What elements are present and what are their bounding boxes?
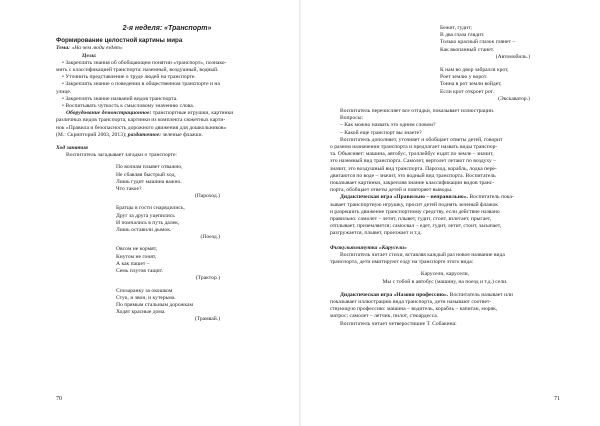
game-text: показывает иллюстрацию вида транспорта, дети называют соответ- [330, 298, 492, 305]
goal-item: • Закреплять знания об обобщающем понятии «транспорт», познако- [62, 59, 227, 66]
goal-item: • Уточнить представление о труде людей на транспорте. [62, 74, 196, 81]
paragraph-line: порта, обобщает ответы детей и повторяет выводы. [330, 187, 453, 194]
riddle-answer: (Трактор.) [195, 275, 220, 282]
game-title: Дидактическая игра «Назови профессию». [340, 291, 449, 298]
equipment-line [56, 110, 278, 117]
goal-item: • Воспитывать чуткость к смысловому значению слова. [62, 103, 195, 110]
riddle-line: По волнам плывет отважно, [116, 164, 183, 171]
riddle-line: Стук, и звон, и кутерьма. [116, 294, 176, 301]
game-text: ствующую профессию: машина – водитель, корабль – капитан, моряк, [330, 306, 498, 313]
paragraph-line: транспорта, дети имитируют езду на транспорте этого вида: [330, 259, 474, 266]
riddle-line: Не сбавляя быстрый ход, [116, 171, 176, 178]
riddle-line: К нам во двор забрался крот, [440, 67, 509, 74]
game-line [330, 194, 560, 201]
goal-item: • Закреплять знание названий видов транспорта. [62, 95, 178, 102]
riddle-line: Как вкопанный станет. [440, 46, 495, 53]
riddle-line: Лишь оставили дымок. [116, 227, 172, 234]
physminute-title: Физкультминутка «Карусели» [330, 244, 407, 251]
goals-list [56, 60, 278, 110]
equipment-text: нок «Правила и безопасность дорожного движения для дошкольников» [56, 124, 227, 131]
riddle-answer: (Трамвай.) [194, 316, 220, 323]
theme-line [56, 45, 278, 52]
paragraph: Воспитатель перечисляет все отгадки, показывает иллюстрации. [340, 108, 495, 115]
course-title: Ход занятия [56, 145, 88, 152]
question-item: – Какой еще транспорт вы знаете? [340, 129, 422, 136]
week-heading: 2-я неделя: «Транспорт» [122, 25, 212, 32]
game-text: матрос; самолет – летчик, пилот, стюардесса. [330, 313, 439, 320]
game-text: зывает транспортную игрушку, просит детей поднять зеленый флажок [330, 201, 498, 208]
riddle [440, 67, 560, 103]
paragraph-line: двигаются по воде – значит, это водный вид транспорта. Воспитатель [330, 172, 496, 179]
theme-label: Тема: [56, 45, 71, 52]
riddle-line: Лишь гудит машина важно. [116, 178, 182, 185]
riddle [440, 25, 560, 61]
right-page [300, 0, 600, 426]
riddle-line: Если крот откроет рот. [440, 88, 494, 95]
goal-item: мить с классификацией транспорта: наземный, воздушный, водный. [56, 67, 219, 74]
questions-label: Вопросы: [340, 115, 364, 122]
equipment-text: различных видов транспорта, картинки из комплекта сюжетных карти- [56, 117, 226, 124]
equipment-label: Оборудование демонстрационное: [66, 110, 152, 117]
game-text: Воспитатель называет или [449, 291, 513, 298]
game-text: разгружается, плывет, проезжает и т.д. [330, 230, 422, 237]
section-title: Формирование целостной картины мира [56, 37, 183, 45]
game-text: Воспитатель пока- [469, 194, 514, 201]
page-number: 70 [56, 395, 62, 402]
riddle-line: Друг за друга уцепились [116, 212, 175, 219]
poem-line: Мы с тобой в автобус (машину, на поезд и т.д.) сели. [382, 278, 508, 285]
riddle-line: Только красный глазок глянет – [440, 39, 516, 46]
question-item: – Как можно назвать это одним словом? [340, 122, 436, 129]
riddle-answer: (Экскаватор.) [498, 95, 530, 102]
riddle [116, 246, 278, 282]
riddle-answer: (Автомобиль.) [495, 53, 530, 60]
paragraph-line: это наземный вид транспорта. Самолет, вертолет летают по воздуху – [330, 158, 497, 165]
intro-text: Воспитатель загадывает загадки о транспорте: [66, 152, 177, 159]
riddle [116, 164, 278, 200]
poem-line: Карусели, карусели, [420, 271, 470, 278]
riddle-line: Кнутом не гонят, [116, 253, 157, 260]
riddle-line: Семь плугов тащит. [116, 268, 164, 275]
riddle-line: Ходят красные дома. [116, 309, 166, 316]
riddle-line: Бежит, гудит; [440, 25, 472, 31]
riddle-line: Братцы в гости снарядились, [116, 205, 185, 212]
riddle-line: Что такое? [116, 186, 142, 193]
paragraph-line: Воспитатель дополняет, уточняет и обобщает ответы детей, говорит [340, 136, 503, 143]
paragraph-line: значит, это воздушный вид транспорта. Пароход, корабль, лодка пере- [330, 165, 497, 172]
goal-item: улице. [56, 88, 72, 95]
riddle-line: По прямым стальным дорожкам [116, 301, 194, 308]
theme-value: «На чем люди ездят» [71, 45, 123, 52]
equipment-line [56, 132, 278, 139]
carousel-poem [330, 271, 560, 285]
riddle-line: Овсом не кормят, [116, 246, 158, 253]
paragraph-line: Воспитатель читает стихи, вставляя каждый раз новое название вида [340, 251, 505, 258]
paragraph-line: о разном назначении транспорта и предлагает назвать виды транспор- [330, 144, 498, 151]
equipment-text: транспортные игрушки, картинки [152, 110, 234, 117]
game-block [330, 292, 560, 321]
paragraph: Воспитатель читает четверостишие Т. Собакина: [340, 320, 457, 327]
game-text: и разрешить движение транспортному средству, если действие названо [330, 208, 500, 215]
riddle-line: Спозаранку за окошком [116, 287, 173, 294]
riddle-line: А как пашет – [116, 260, 150, 267]
goal-item: • Закреплять знание о поведении в общественном транспорте и на [62, 81, 220, 88]
riddle-answer: (Поезд.) [200, 234, 220, 241]
riddle [116, 288, 278, 324]
paragraph-line: та. Объясняет: машина, автобус, троллейбус ездят по земле – значит, [330, 151, 494, 158]
explanation-block [330, 137, 560, 195]
riddle-answer: (Пароход.) [194, 193, 220, 200]
game-text: отплывает, приземляется; самосвал – едет, гудит, летит, стоит, засыпает, [330, 223, 502, 230]
riddle-line: Тонна в рот земли войдет, [440, 81, 502, 88]
game-title: Дидактическая игра «Правильно – неправильно». [340, 194, 468, 201]
equipment-block [56, 110, 278, 139]
equipment-text: (М.: Скрипторий 2003, 2013); [56, 131, 127, 138]
paragraph-line: показывает картинки, закрепляя знание классификации видов транс- [330, 180, 495, 187]
game-block [330, 194, 560, 237]
game-text: правильно: самолет – летит, плывет, гудит, стоит, взлетает, прыгает, [330, 216, 492, 223]
page-number: 71 [554, 395, 560, 402]
handout-text: зеленые флажки. [162, 131, 203, 138]
riddle [116, 205, 278, 241]
goals-label: Цели: [82, 52, 97, 59]
riddle-line: И помчались в путь далек, [116, 219, 180, 226]
handout-label: раздаточное: [127, 131, 162, 138]
game-line [330, 292, 560, 299]
riddle-line: В два глаза глядит. [440, 32, 485, 39]
riddle-line: Роет землю у ворот. [440, 74, 488, 81]
